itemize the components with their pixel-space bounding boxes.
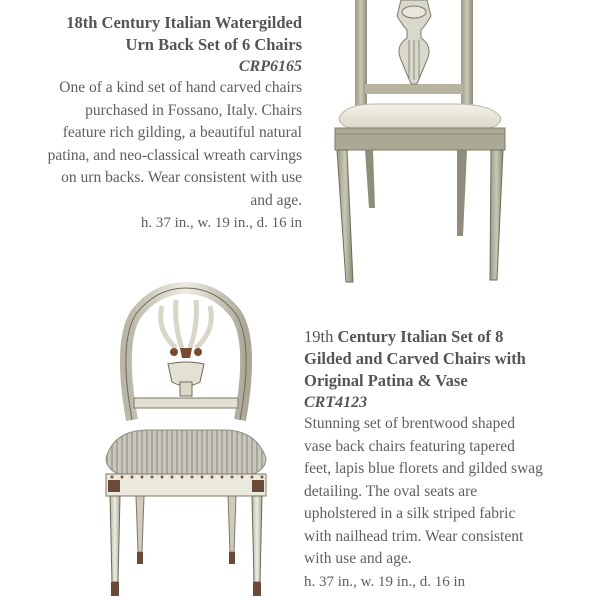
item-2-description: Stunning set of brentwood shaped vase back chairs featuring tapered feet, lapis blue florets and gilded swag detailing. The oval seats are upholstered in a silk striped fabric with nailhead trim. Wear consistent with use and age. xyxy=(304,415,543,567)
item-2-text xyxy=(304,326,544,593)
item-2-title xyxy=(304,326,544,392)
item-1-chair-photo xyxy=(325,0,525,290)
item-2-dimensions: h. 37 in., w. 19 in., d. 16 in xyxy=(304,573,466,590)
item-1-code: CRP6165 xyxy=(238,58,302,75)
item-2-title-suffix: th xyxy=(320,327,334,346)
item-1-title: 18th Century Italian Watergilded Urn Back Set of 6 Chairs xyxy=(66,13,302,54)
item-1-dimensions: h. 37 in., w. 19 in., d. 16 in xyxy=(140,215,302,231)
item-1-text xyxy=(40,12,302,234)
item-2-title-rest: Century Italian Set of 8 Gilded and Carved Chairs with Original Patina & Vase xyxy=(304,327,526,390)
item-2-title-number: 19 xyxy=(304,327,321,346)
item-1-description: One of a kind set of hand carved chairs purchased in Fossano, Italy. Chairs feature rich gilding, a beautiful natural patina, and neo-classical wreath carvings on urn backs. Wear consistent with use and age. xyxy=(47,79,302,209)
item-2-code: CRT4123 xyxy=(304,394,368,411)
item-2-chair-photo xyxy=(96,282,276,600)
